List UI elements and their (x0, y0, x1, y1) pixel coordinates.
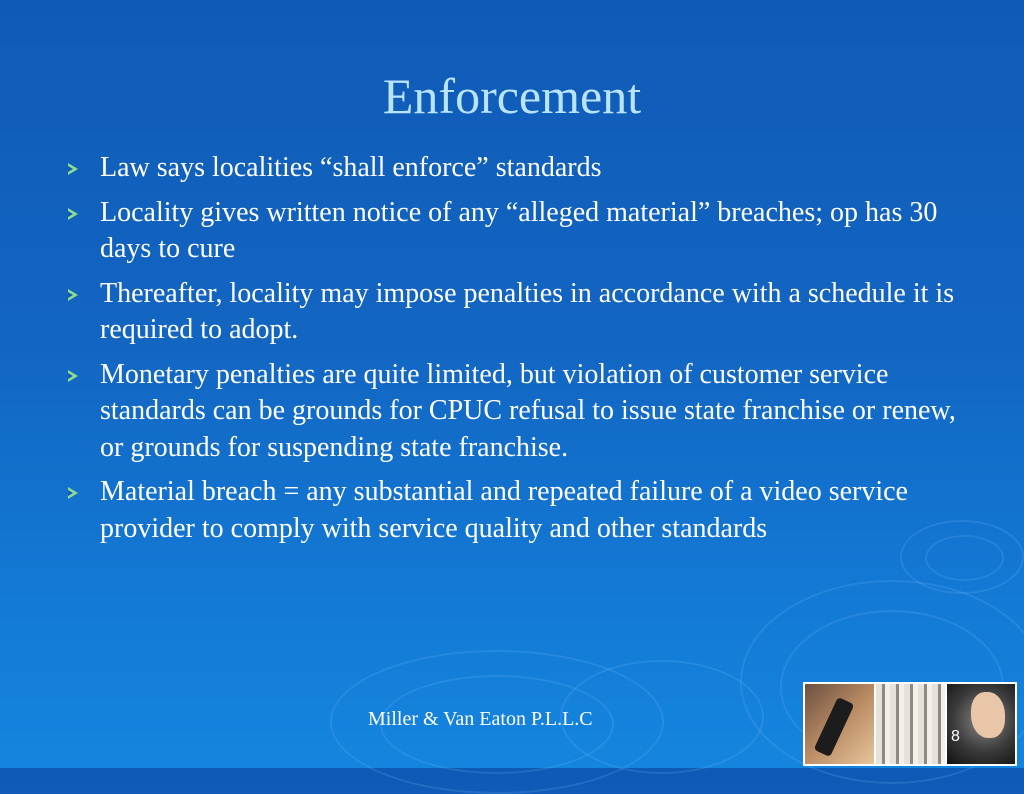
right-arrow-bullet-icon (68, 487, 78, 499)
slide-number: 8 (951, 728, 960, 745)
bullet-text: Monetary penalties are quite limited, but violation of customer service standards can be grounds for CPUC refusal to issue state franchise or renew, or grounds for suspending state franchise. (100, 358, 956, 463)
photo-strip (803, 682, 1017, 766)
cables-photo (876, 684, 945, 764)
remote-control-photo (805, 684, 874, 764)
bullet-item (62, 474, 967, 547)
bullet-text: Thereafter, locality may impose penalties in accordance with a schedule it is required to adopt. (100, 277, 955, 345)
bullet-item (62, 357, 967, 467)
bullet-text: Law says localities “shall enforce” standards (100, 152, 602, 183)
right-arrow-bullet-icon (68, 208, 78, 220)
footer-text: Miller & Van Eaton P.L.L.C (368, 708, 593, 730)
slide-title: Enforcement (382, 68, 642, 124)
bullet-item (62, 195, 967, 268)
bullet-list (62, 150, 967, 555)
bullet-text: Material breach = any substantial and repeated failure of a video service provider to comply with service quality and other standards (100, 476, 908, 544)
right-arrow-bullet-icon (68, 370, 78, 382)
bullet-item (62, 276, 967, 349)
right-arrow-bullet-icon (68, 163, 78, 175)
bullet-item (62, 150, 967, 187)
remote-control-icon (814, 697, 855, 757)
right-arrow-bullet-icon (68, 289, 78, 301)
hand-cable-photo (947, 684, 1015, 764)
hand-icon (971, 692, 1005, 738)
bullet-text: Locality gives written notice of any “alleged material” breaches; op has 30 days to cure (100, 196, 938, 264)
